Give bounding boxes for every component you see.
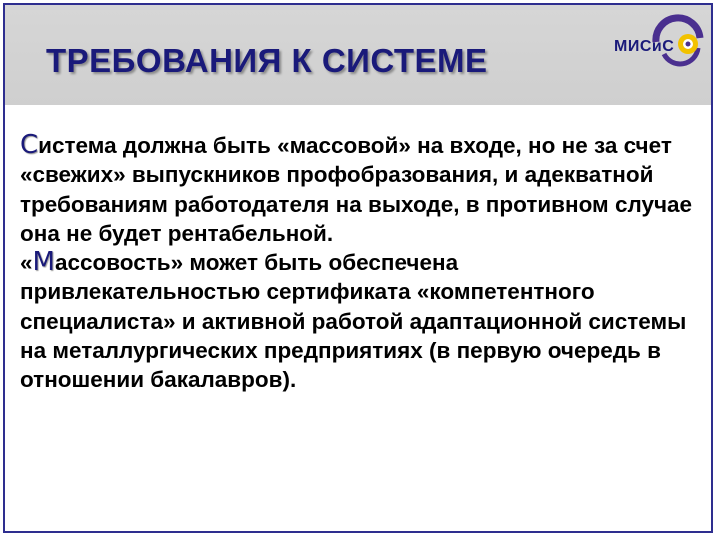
drop-initial: М	[32, 247, 55, 278]
misis-logo-icon	[650, 14, 706, 70]
slide-title: ТРЕБОВАНИЯ К СИСТЕМЕ	[46, 42, 488, 79]
paragraph-1	[20, 131, 700, 248]
paragraph-2	[20, 248, 700, 394]
paragraph-text: ассовость» может быть обеспечена привлекательностью сертификата «компетентного специалиста» и активной работой адаптационной системы на металлургических предприятиях (в первую очередь в отношении бакалавров).	[20, 250, 687, 393]
paragraph-text: истема должна быть «массовой» на входе, но не за счет «свежих» выпускников профобразования, и адекватной требованиям работодателя на выходе, в противном случае она не будет рентабельной.	[20, 133, 693, 246]
drop-initial: С	[20, 130, 39, 160]
logo-text: МИСиС	[614, 38, 675, 55]
slide-body	[20, 131, 700, 395]
paragraph-prefix: «	[20, 250, 33, 276]
